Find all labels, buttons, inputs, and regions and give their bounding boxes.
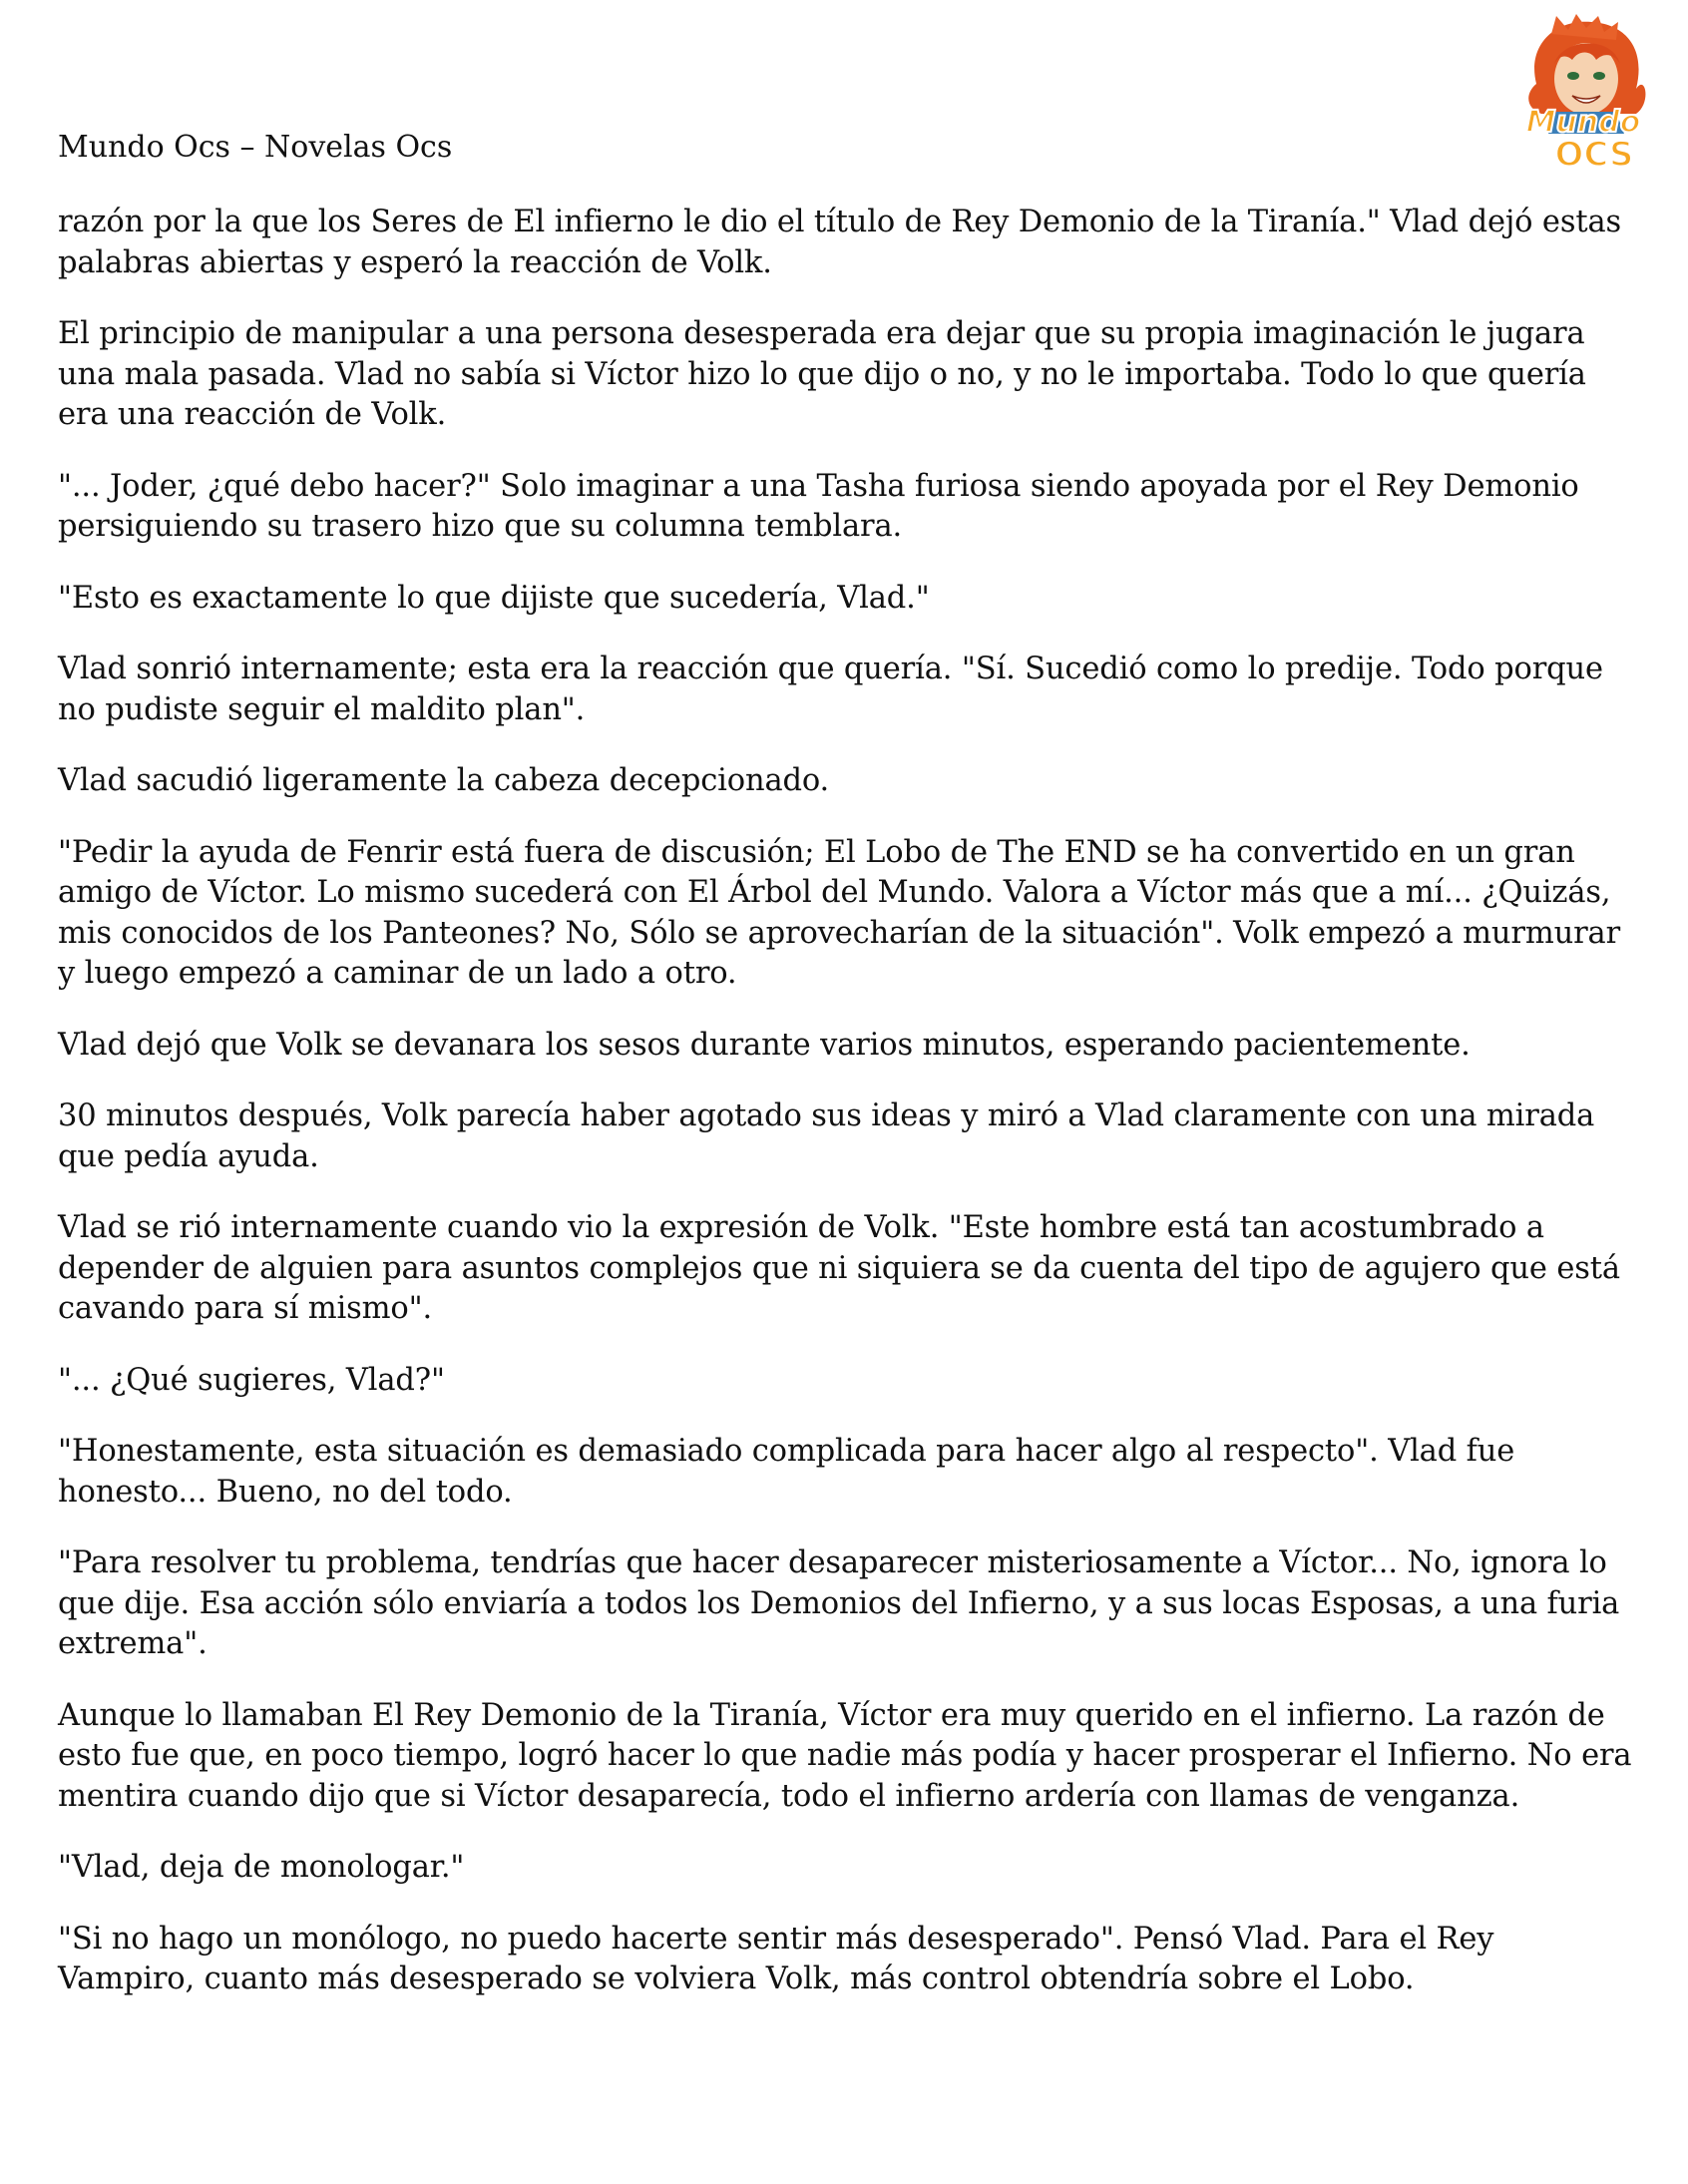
document-body — [58, 203, 1634, 2031]
paragraph: Vlad sonrió internamente; esta era la reacción que quería. "Sí. Sucedió como lo predije. Todo porque no pudiste seguir el maldito plan". — [58, 652, 1603, 727]
logo-text-ocs: OCS — [1554, 135, 1634, 174]
paragraph: razón por la que los Seres de El infierno le dio el título de Rey Demonio de la Tiranía." Vlad dejó estas palabras abiertas y esperó la reacción de Volk. — [58, 205, 1621, 280]
mundo-ocs-logo — [1496, 14, 1671, 174]
logo-text-mundo: Mundo — [1525, 105, 1641, 140]
paragraph: "Si no hago un monólogo, no puedo hacerte sentir más desesperado". Pensó Vlad. Para el Rey Vampiro, cuanto más desesperado se volviera Volk, más control obtendría sobre el Lobo. — [58, 1921, 1494, 1996]
paragraph: "... Joder, ¿qué debo hacer?" Solo imaginar a una Tasha furiosa siendo apoyada por el Rey Demonio persiguiendo su trasero hizo que su columna temblara. — [58, 468, 1579, 544]
paragraph: Aunque lo llamaban El Rey Demonio de la Tiranía, Víctor era muy querido en el infierno. La razón de esto fue que, en poco tiempo, logró hacer lo que nadie más podía y hacer prosperar el Infierno. No era mentira cuando dijo que si Víctor desaparecía, todo el infierno ardería con llamas de venganza. — [58, 1697, 1632, 1814]
paragraph: "Honestamente, esta situación es demasiado complicada para hacer algo al respecto". Vlad fue honesto... Bueno, no del todo. — [58, 1434, 1515, 1510]
paragraph: "Para resolver tu problema, tendrías que hacer desaparecer misteriosamente a Víctor... No, ignora lo que dije. Esa acción sólo enviaría a todos los Demonios del Infierno, y a sus locas Esposas, a una furia extrema". — [58, 1545, 1620, 1661]
paragraph: "Pedir la ayuda de Fenrir está fuera de discusión; El Lobo de The END se ha convertido en un gran amigo de Víctor. Lo mismo sucederá con El Árbol del Mundo. Valora a Víctor más que a mí... ¿Quizás, mis conocidos de los Panteones? No, Sólo se aprovecharían de la situación". Volk empezó a murmurar y luego empezó a caminar de un lado a otro. — [58, 834, 1620, 991]
paragraph: 30 minutos después, Volk parecía haber agotado sus ideas y miró a Vlad claramente con una mirada que pedía ayuda. — [58, 1098, 1595, 1174]
paragraph: "Esto es exactamente lo que dijiste que sucedería, Vlad." — [58, 580, 930, 616]
page-header-title: Mundo Ocs – Novelas Ocs — [58, 130, 453, 165]
paragraph: Vlad dejó que Volk se devanara los sesos durante varios minutos, esperando pacientemente. — [58, 1027, 1471, 1063]
paragraph: Vlad sacudió ligeramente la cabeza decepcionado. — [58, 763, 830, 798]
paragraph: Vlad se rió internamente cuando vio la expresión de Volk. "Este hombre está tan acostumbrado a depender de alguien para asuntos complejos que ni siquiera se da cuenta del tipo de agujero que está cavando para sí mismo". — [58, 1210, 1620, 1326]
paragraph: El principio de manipular a una persona desesperada era dejar que su propia imaginación le jugara una mala pasada. Vlad no sabía si Víctor hizo lo que dijo o no, y no le importaba. Todo lo que quería era una reacción de Volk. — [58, 316, 1586, 432]
paragraph: "Vlad, deja de monologar." — [58, 1850, 465, 1885]
paragraph: "... ¿Qué sugieres, Vlad?" — [58, 1362, 445, 1398]
